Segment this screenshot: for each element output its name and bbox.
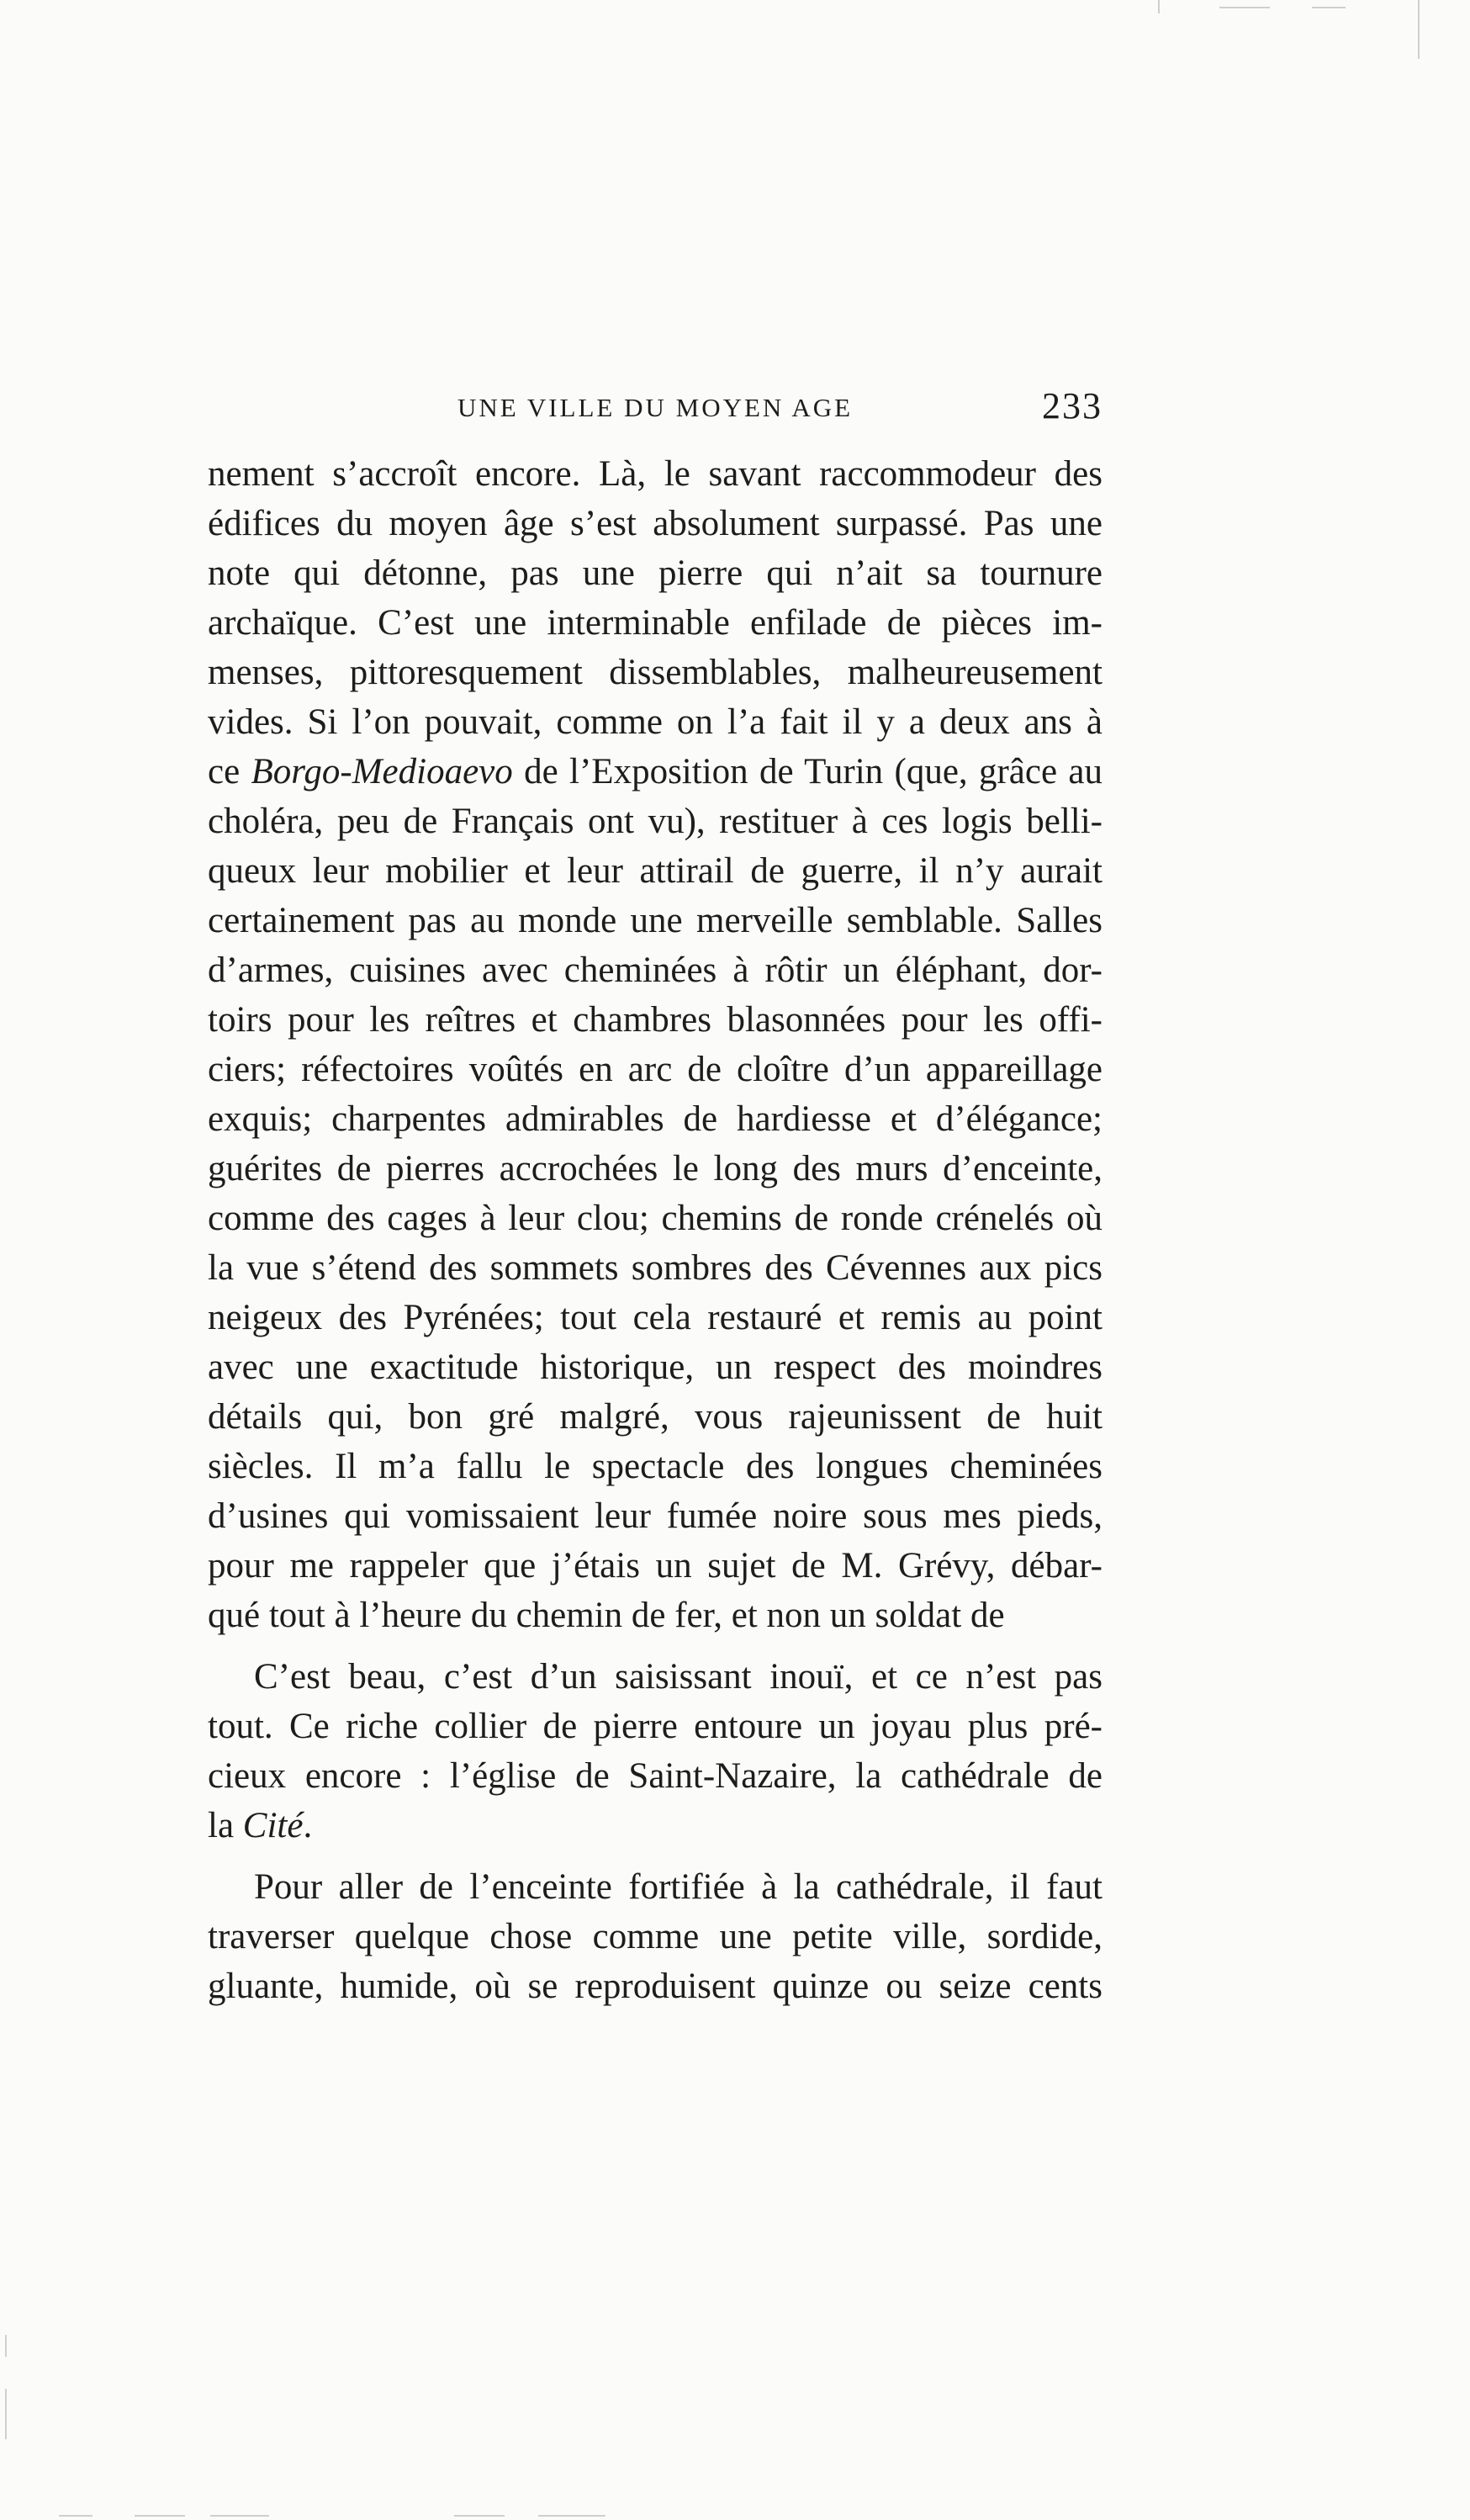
text-line: comme des cages à leur clou; chemins de ronde crénelés où (208, 1199, 1102, 1238)
text-line: cieux encore : l’église de Saint-Nazaire, la cathédrale de (208, 1756, 1102, 1796)
text-line: archaïque. C’est une interminable enfilade de pièces im- (208, 603, 1102, 643)
scan-mark (210, 2515, 269, 2517)
scan-mark (538, 2515, 605, 2517)
scan-mark (5, 2335, 7, 2357)
scan-mark (5, 2389, 7, 2439)
scan-mark (1312, 7, 1346, 8)
scan-mark (1158, 0, 1160, 13)
body-text (208, 449, 1102, 2011)
running-head (208, 383, 1102, 433)
line-suffix: de l’Exposition de Turin (que, grâce au (512, 752, 1102, 791)
text-line: la vue s’étend des sommets sombres des Cévennes aux pics (208, 1248, 1102, 1288)
text-line: neigeux des Pyrénées; tout cela restauré et remis au point (208, 1298, 1102, 1337)
text-line: d’usines qui vomissaient leur fumée noire sous mes pieds, (208, 1496, 1102, 1536)
scan-mark (1219, 7, 1270, 8)
text-line: d’armes, cuisines avec cheminées à rôtir un éléphant, dor- (208, 950, 1102, 990)
text-line: gluante, humide, où se reproduisent quinze ou seize cents (208, 1967, 1102, 2006)
italic-term: Borgo-Medioaevo (251, 752, 513, 791)
text-line: choléra, peu de Français ont vu), restituer à ces logis belli- (208, 802, 1102, 841)
line-prefix: la (208, 1806, 243, 1845)
paragraph-gap (208, 1850, 1102, 1862)
text-line: avec une exactitude historique, un respect des moindres (208, 1347, 1102, 1387)
text-line: détails qui, bon gré malgré, vous rajeunissent de huit (208, 1397, 1102, 1437)
text-line: exquis; charpentes admirables de hardiesse et d’élégance; (208, 1099, 1102, 1139)
scan-mark (1418, 0, 1420, 59)
text-line: menses, pittoresquement dissemblables, malheureusement (208, 653, 1102, 692)
text-line: Pour aller de l’enceinte fortifiée à la cathédrale, il faut (254, 1867, 1102, 1907)
text-line: nement s’accroît encore. Là, le savant raccommodeur des (208, 454, 1102, 494)
text-line: queux leur mobilier et leur attirail de guerre, il n’y aurait (208, 851, 1102, 891)
scan-mark (454, 2515, 505, 2517)
text-line: ciers; réfectoires voûtés en arc de cloître d’un appareillage (208, 1050, 1102, 1089)
text-line: note qui détonne, pas une pierre qui n’ait sa tournure (208, 553, 1102, 593)
text-line: toirs pour les reîtres et chambres blasonnées pour les offi- (208, 1000, 1102, 1040)
text-line: tout. Ce riche collier de pierre entoure un joyau plus pré- (208, 1707, 1102, 1746)
text-line: édifices du moyen âge s’est absolument surpassé. Pas une (208, 504, 1102, 543)
paragraph-gap (208, 1640, 1102, 1652)
text-line: guérites de pierres accrochées le long des murs d’enceinte, (208, 1149, 1102, 1189)
line-suffix: . (303, 1806, 313, 1845)
text-line: qué tout à l’heure du chemin de fer, et non un soldat de (208, 1596, 1005, 1635)
line-prefix: ce (208, 752, 251, 791)
scan-mark (135, 2515, 185, 2517)
text-line-with-italic (208, 1801, 1102, 1850)
text-line: pour me rappeler que j’étais un sujet de M. Grévy, débar- (208, 1546, 1102, 1586)
scan-mark (59, 2515, 93, 2517)
text-line: certainement pas au monde une merveille semblable. Salles (208, 901, 1102, 940)
text-line: C’est beau, c’est d’un saisissant inouï, et ce n’est pas (254, 1657, 1102, 1697)
text-line: traverser quelque chose comme une petite ville, sordide, (208, 1917, 1102, 1956)
text-line: siècles. Il m’a fallu le spectacle des longues cheminées (208, 1447, 1102, 1486)
page-number: 233 (1042, 385, 1102, 426)
running-title: UNE VILLE DU MOYEN AGE (457, 393, 854, 422)
text-line: vides. Si l’on pouvait, comme on l’a fait il y a deux ans à (208, 702, 1102, 742)
text-line-with-italic (208, 747, 1102, 797)
italic-term: Cité (242, 1806, 304, 1845)
